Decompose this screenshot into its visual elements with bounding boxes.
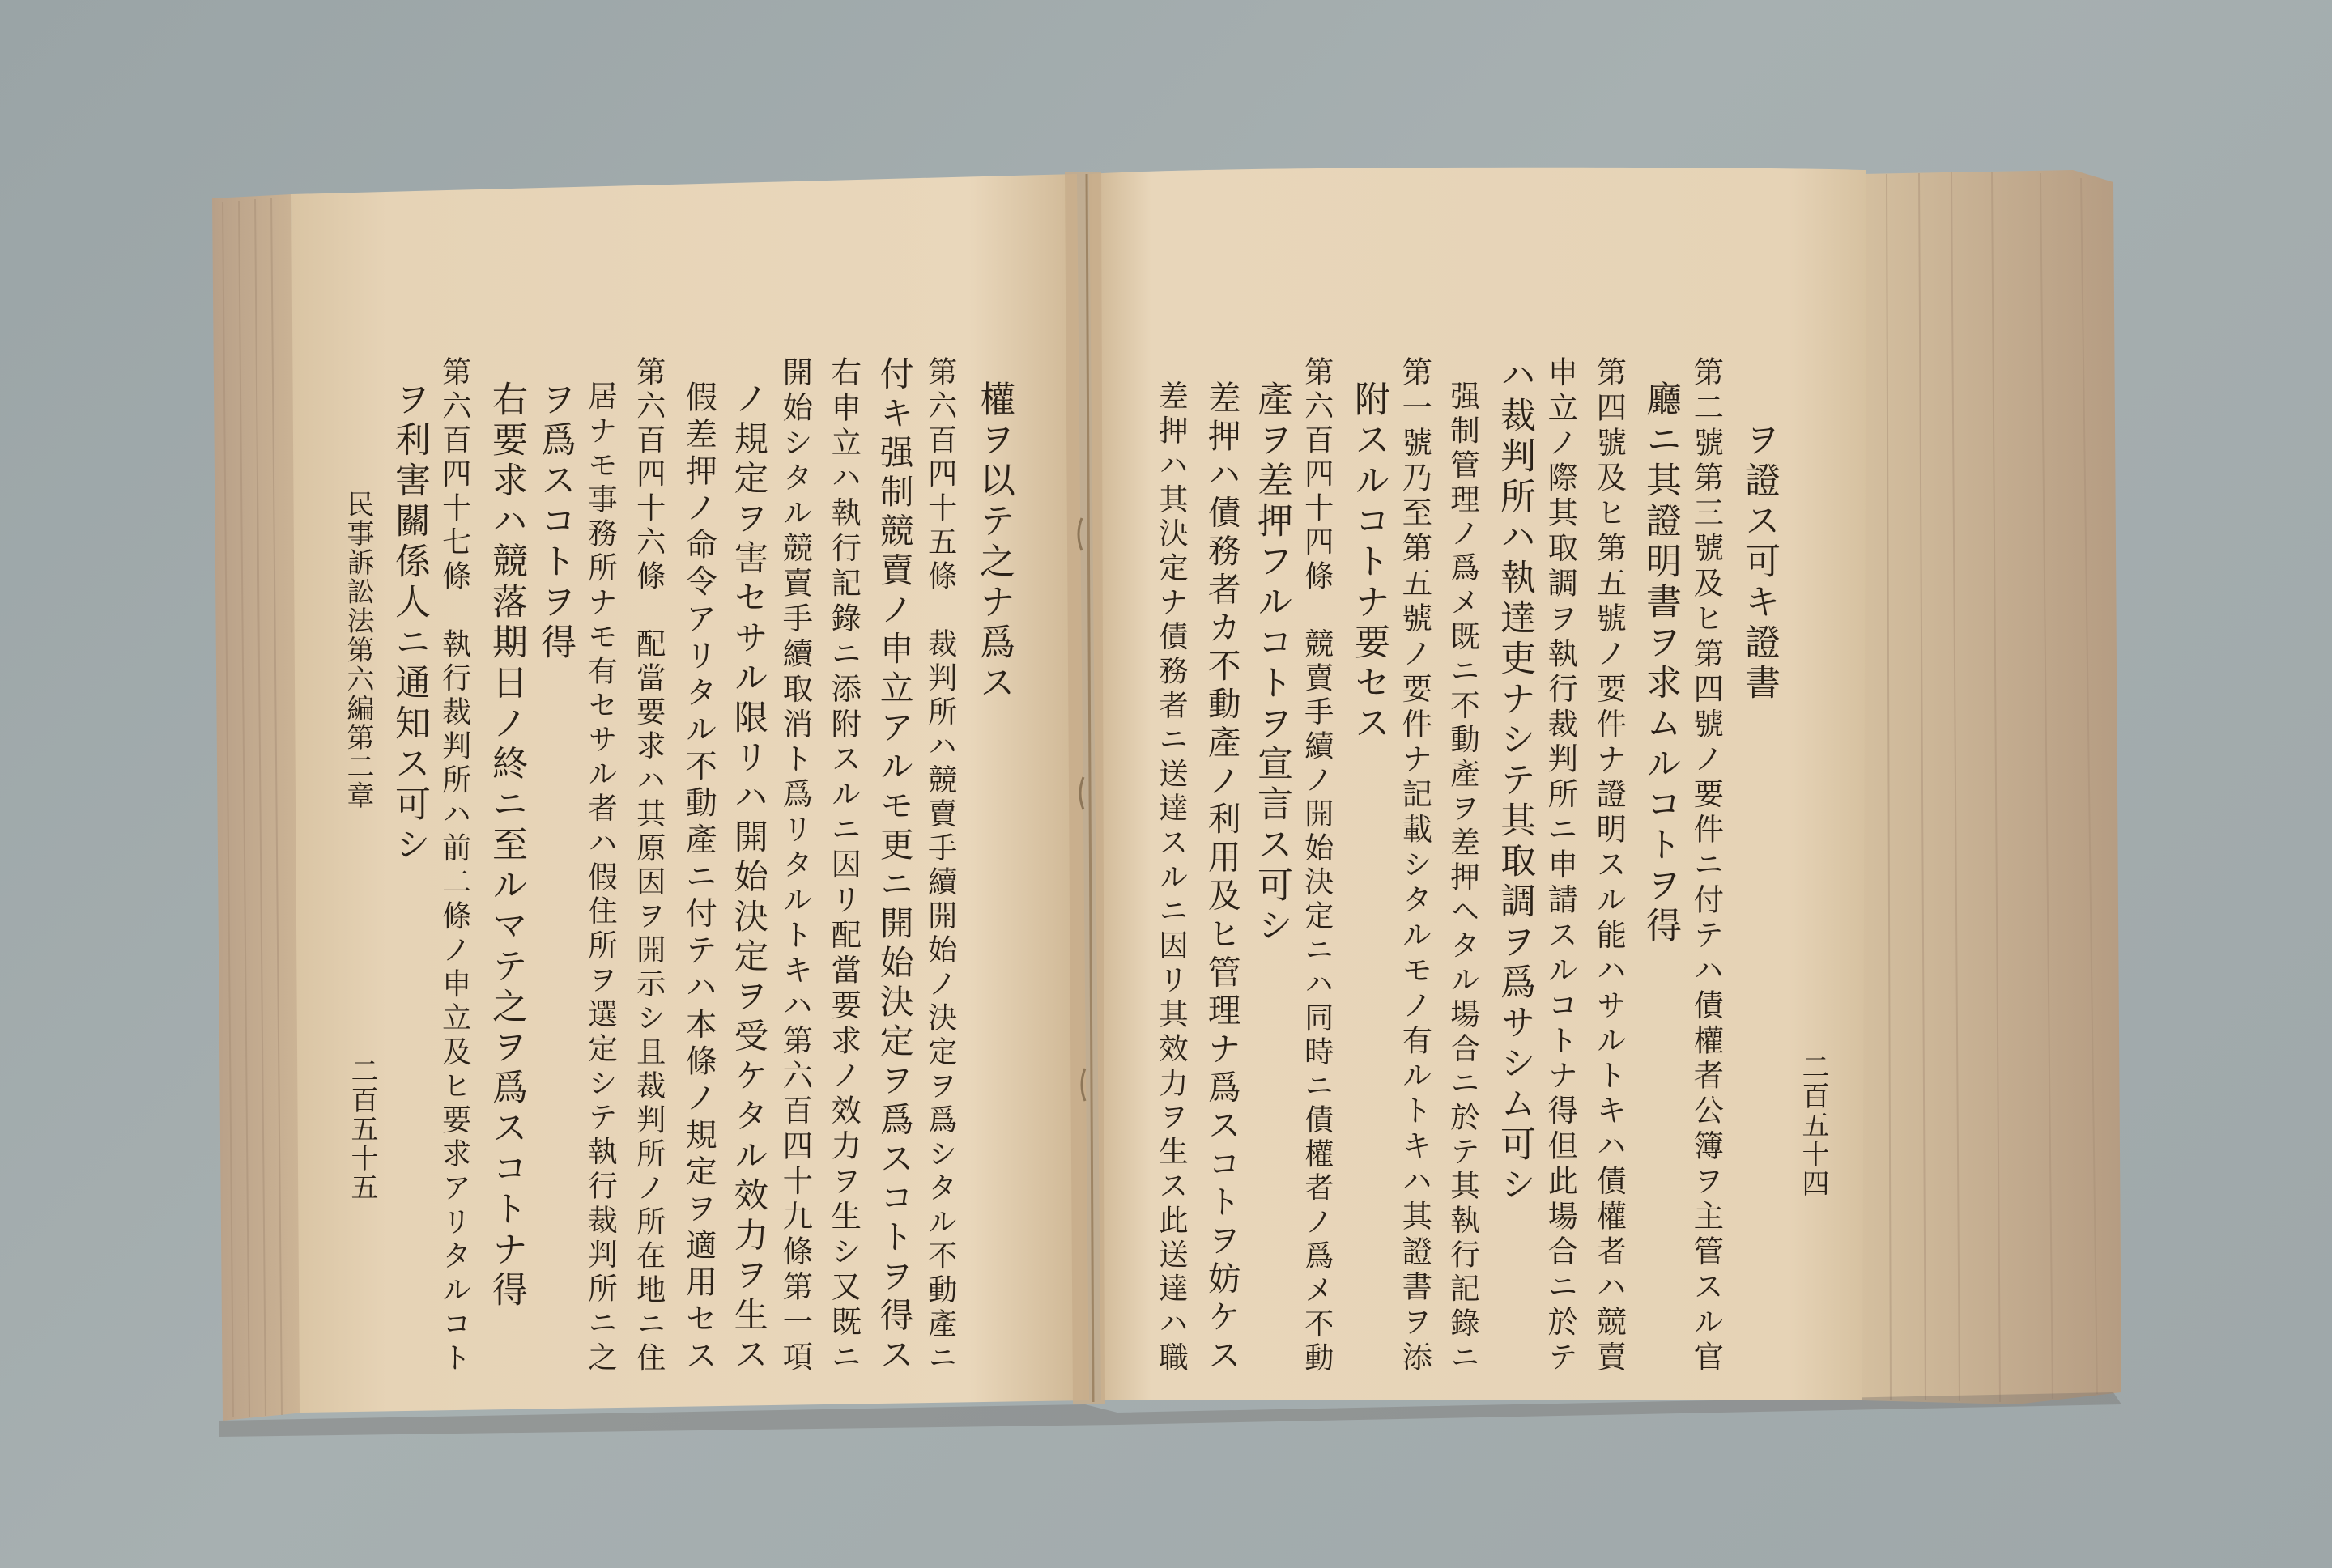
left-page-edges [212, 194, 304, 1421]
left-column-10: ヲ爲スコトヲ得 [534, 380, 576, 664]
left-column-1: 權ヲ以テ之ナ爲ス [973, 380, 1015, 704]
left-column-13: ヲ利害關係人ニ通知ス可シ [389, 380, 430, 866]
right-column-3: 廳ニ其證明書ヲ求ムルコトヲ得 [1640, 380, 1681, 947]
left-column-6: ノ規定ヲ害セサル限リハ開始決定ヲ受ケタル效力ヲ生ス [729, 380, 769, 1376]
left-column-2: 第六百四十五條 裁判所ハ競賣手續開始ノ決定ヲ爲シタル不動產ニ [923, 356, 959, 1376]
right-page-number: 二百五十四 [1797, 1052, 1829, 1198]
left-column-4: 右申立ハ執行記錄ニ添附スルニ因リ配當要求ノ效力ヲ生シ又既ニ [826, 356, 862, 1376]
left-page-number: 二百五十五 [346, 1056, 378, 1202]
left-column-9: 居ナモ事務所ナモ有セサル者ハ假住所ヲ選定シテ執行裁判所ニ之 [583, 380, 619, 1376]
right-column-1: ヲ證ス可キ證書 [1738, 421, 1780, 704]
right-column-6: ハ裁判所ハ執達吏ナシテ其取調ヲ爲サシム可シ [1494, 356, 1535, 1206]
right-column-2: 第二號第三號及ヒ第四號ノ要件ニ付テハ債權者公簿ヲ主管スル官 [1688, 356, 1725, 1376]
right-column-12: 差押ハ債務者カ不動產ノ利用及ヒ管理ナ爲スコトヲ妨ケス [1202, 380, 1241, 1376]
left-running-head: 民事訴訟法第六編第二章 [342, 490, 374, 810]
left-column-12: 第六百四十七條 執行裁判所ハ前二條ノ申立及ヒ要求アリタルコト [437, 356, 473, 1376]
left-column-3: 付キ强制競賣ノ申立アルモ更ニ開始決定ヲ爲スコトヲ得ス [874, 356, 914, 1376]
left-column-5: 開始シタル競賣手續取消ト爲リタルトキハ第六百四十九條第一項 [777, 356, 814, 1376]
right-column-7: 强制管理ノ爲メ既ニ不動產ヲ差押ヘタル場合ニ於テ其執行記錄ニ [1445, 380, 1481, 1376]
right-column-13: 差押ハ其決定ナ債務者ニ送達スルニ因リ其效力ヲ生ス此送達ハ職 [1154, 380, 1189, 1376]
right-column-4: 第四號及ヒ第五號ノ要件ナ證明スル能ハサルトキハ債權者ハ競賣 [1591, 356, 1628, 1376]
left-column-11: 右要求ハ競落期日ノ終ニ至ルマテ之ヲ爲スコトナ得 [486, 380, 527, 1311]
right-column-9: 附スルコトナ要セス [1348, 380, 1389, 745]
left-column-7: 假差押ノ命令アリタル不動產ニ付テハ本條ノ規定ヲ適用セス [680, 380, 717, 1376]
right-column-5: 申立ノ際其取調ヲ執行裁判所ニ申請スルコトナ得但此場合ニ於テ [1543, 356, 1579, 1376]
left-column-8: 第六百四十六條 配當要求ハ其原因ヲ開示シ且裁判所ノ所在地ニ住 [632, 356, 667, 1376]
right-column-8: 第一號乃至第五號ノ要件ナ記載シタルモノ有ルトキハ其證書ヲ添 [1397, 356, 1433, 1376]
right-column-11: 產ヲ差押フルコトヲ宣言ス可シ [1251, 380, 1292, 947]
right-column-10: 第六百四十四條 競賣手續ノ開始決定ニハ同時ニ債權者ノ爲メ不動 [1300, 356, 1335, 1376]
